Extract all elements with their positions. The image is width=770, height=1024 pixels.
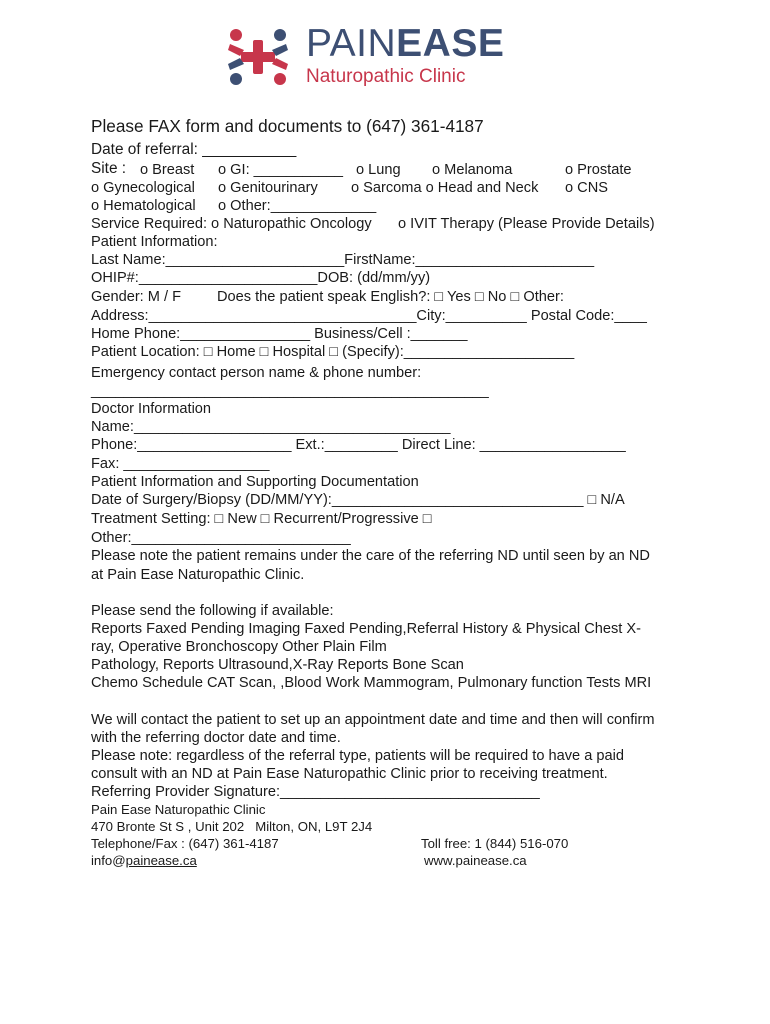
- clinic-logo-subtitle: Naturopathic Clinic: [306, 66, 466, 87]
- site-option-sarcoma-head-neck[interactable]: o Sarcoma o Head and Neck: [351, 180, 539, 196]
- site-option-gynecological[interactable]: o Gynecological: [91, 180, 195, 196]
- site-option-gi[interactable]: o GI: ___________: [218, 162, 343, 178]
- site-option-other[interactable]: o Other:_____________: [218, 198, 377, 214]
- footer-email-domain-link[interactable]: painease.ca: [125, 853, 197, 868]
- site-option-prostate[interactable]: o Prostate: [565, 162, 632, 178]
- care-note-line-1: Please note the patient remains under the care of the referring ND until seen by an ND: [91, 548, 650, 564]
- doctor-information-heading: Doctor Information: [91, 401, 212, 417]
- date-of-referral-field[interactable]: Date of referral: ___________: [91, 141, 297, 158]
- send-list-line-4: Chemo Schedule CAT Scan, ,Blood Work Mammogram, Pulmonary function Tests MRI: [91, 675, 652, 691]
- fax-instructions: Please FAX form and documents to (647) 361-4187: [91, 116, 484, 136]
- site-label: Site :: [91, 160, 127, 177]
- gender-field[interactable]: Gender: M / F: [91, 289, 182, 305]
- site-option-melanoma[interactable]: o Melanoma: [432, 162, 513, 178]
- footer-telephone-fax: Telephone/Fax : (647) 361-4187: [91, 836, 279, 851]
- site-option-genitourinary[interactable]: o Genitourinary: [218, 180, 318, 196]
- clinic-logo-mark-icon: [226, 26, 290, 88]
- doctor-phone-fields[interactable]: Phone:___________________ Ext.:_________ Direct Line: __________________: [91, 437, 626, 453]
- service-required-ivit[interactable]: o IVIT Therapy (Please Provide Details): [398, 216, 655, 232]
- footer-toll-free: Toll free: 1 (844) 516-070: [421, 836, 569, 851]
- supporting-documentation-heading: Patient Information and Supporting Documentation: [91, 474, 419, 490]
- provider-signature-field[interactable]: Referring Provider Signature:________________________________: [91, 784, 540, 800]
- name-fields[interactable]: Last Name:______________________FirstName:______________________: [91, 252, 595, 268]
- site-option-lung[interactable]: o Lung: [356, 162, 401, 178]
- clinic-logo-name: [306, 22, 504, 66]
- address-field[interactable]: Address:_________________________________City:__________ Postal Code:____: [91, 308, 647, 324]
- send-list-line-1: Reports Faxed Pending Imaging Faxed Pending,Referral History & Physical Chest X-: [91, 621, 641, 637]
- date-of-surgery-field[interactable]: Date of Surgery/Biopsy (DD/MM/YY):_______________________________ □ N/A: [91, 492, 625, 508]
- patient-location-field[interactable]: Patient Location: □ Home □ Hospital □ (Specify):_____________________: [91, 344, 575, 360]
- ohip-dob-fields[interactable]: OHIP#:______________________DOB: (dd/mm/yy): [91, 270, 431, 286]
- send-list-line-3: Pathology, Reports Ultrasound,X-Ray Reports Bone Scan: [91, 657, 464, 673]
- patient-information-heading: Patient Information:: [91, 234, 218, 250]
- logo-name-part1: PAIN: [306, 22, 397, 65]
- site-option-cns[interactable]: o CNS: [565, 180, 608, 196]
- doctor-name-field[interactable]: Name:_______________________________________: [91, 419, 451, 435]
- send-list-line-2: ray, Operative Bronchoscopy Other Plain Film: [91, 639, 387, 655]
- paid-consult-note-line-2: consult with an ND at Pain Ease Naturopathic Clinic prior to receiving treatment.: [91, 766, 608, 782]
- footer-address: 470 Bronte St S , Unit 202 Milton, ON, L9T 2J4: [91, 819, 373, 834]
- contact-note-line-2: with the referring doctor date and time.: [91, 730, 341, 746]
- site-option-breast[interactable]: o Breast: [140, 162, 195, 178]
- footer-email-prefix: info@: [91, 853, 126, 868]
- clinic-logo: [222, 22, 505, 94]
- treatment-other-field[interactable]: Other:___________________________: [91, 530, 351, 546]
- contact-note-line-1: We will contact the patient to set up an appointment date and time and then will confirm: [91, 712, 655, 728]
- service-required-oncology[interactable]: Service Required: o Naturopathic Oncology: [91, 216, 372, 232]
- treatment-setting-field[interactable]: Treatment Setting: □ New □ Recurrent/Progressive □: [91, 511, 432, 527]
- site-option-hematological[interactable]: o Hematological: [91, 198, 196, 214]
- paid-consult-note-line-1: Please note: regardless of the referral type, patients will be required to have a paid: [91, 748, 624, 764]
- english-question[interactable]: Does the patient speak English?: □ Yes □ No □ Other:: [217, 289, 564, 305]
- emergency-contact-field[interactable]: _________________________________________________: [91, 383, 489, 399]
- care-note-line-2: at Pain Ease Naturopathic Clinic.: [91, 567, 305, 583]
- phone-fields[interactable]: Home Phone:________________ Business/Cell :_______: [91, 326, 468, 342]
- emergency-contact-label: Emergency contact person name & phone number:: [91, 365, 422, 381]
- footer-clinic-name: Pain Ease Naturopathic Clinic: [91, 802, 266, 817]
- send-following-heading: Please send the following if available:: [91, 603, 334, 619]
- doctor-fax-field[interactable]: Fax: __________________: [91, 456, 270, 472]
- footer-email[interactable]: [91, 852, 197, 870]
- logo-name-part2: EASE: [396, 22, 505, 65]
- footer-website-link[interactable]: www.painease.ca: [424, 853, 527, 868]
